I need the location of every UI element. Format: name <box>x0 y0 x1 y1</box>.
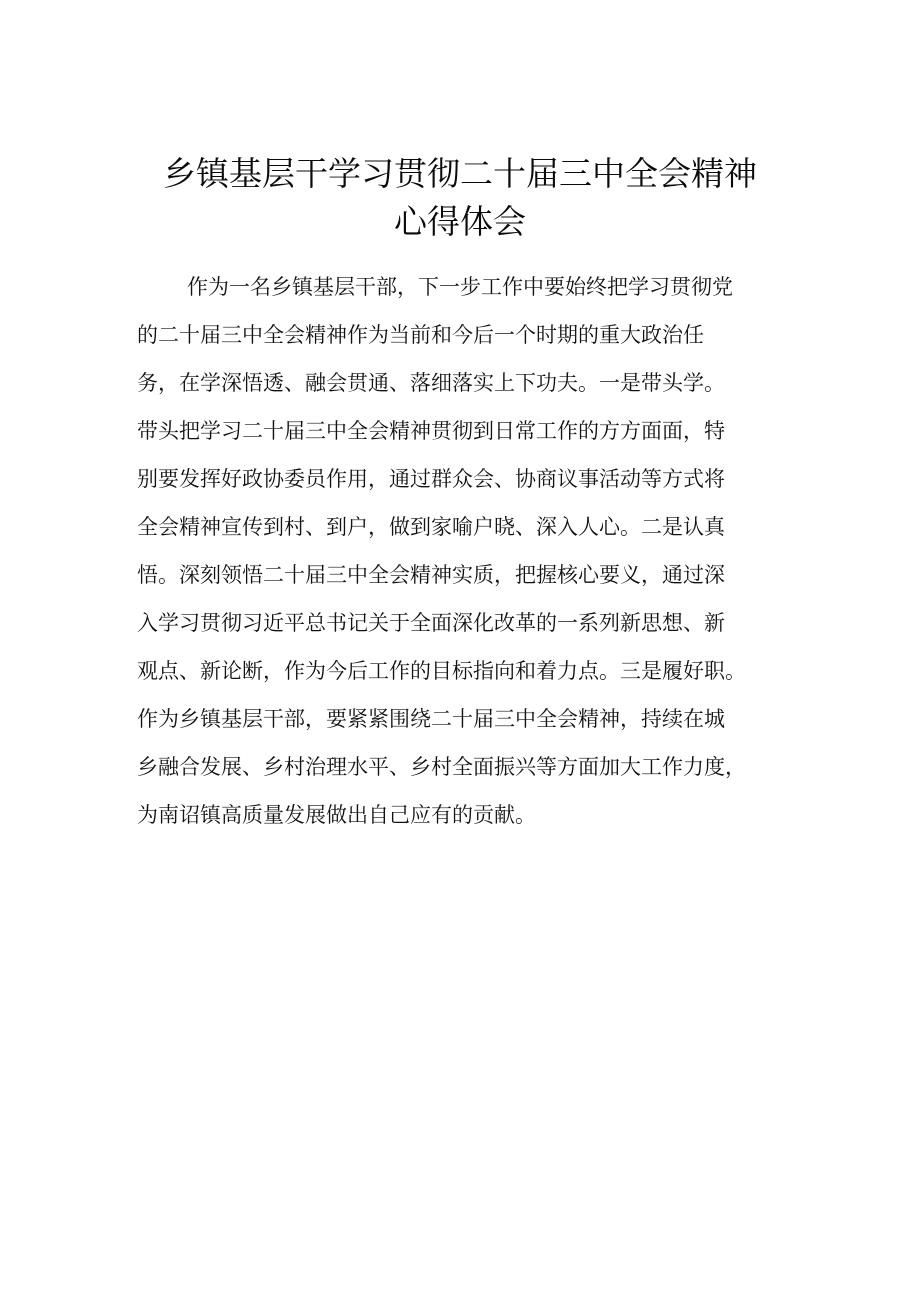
paragraph-line: 全会精神宣传到村、到户，做到家喻户晓、深入人心。二是认真 <box>137 515 725 539</box>
paragraph-line: 观点、新论断，作为今后工作的目标指向和着力点。三是履好职。 <box>137 659 746 683</box>
paragraph-line: 入学习贯彻习近平总书记关于全面深化改革的一系列新思想、新 <box>137 611 725 635</box>
paragraph-line: 别要发挥好政协委员作用，通过群众会、协商议事活动等方式将 <box>137 467 725 491</box>
paragraph-line: 作为乡镇基层干部，要紧紧围绕二十届三中全会精神，持续在城 <box>137 707 725 731</box>
paragraph-line: 带头把学习二十届三中全会精神贯彻到日常工作的方方面面，特 <box>137 419 725 443</box>
paragraph-line: 为南诏镇高质量发展做出自己应有的贡献。 <box>137 803 536 827</box>
paragraph-line: 的二十届三中全会精神作为当前和今后一个时期的重大政治任 <box>137 323 704 347</box>
document-title-line-2: 心得体会 <box>394 202 526 241</box>
paragraph-line: 悟。深刻领悟二十届三中全会精神实质，把握核心要义，通过深 <box>137 563 725 587</box>
paragraph-line: 作为一名乡镇基层干部，下一步工作中要始终把学习贯彻党 <box>187 275 733 299</box>
paragraph-line: 务，在学深悟透、融会贯通、落细落实上下功夫。一是带头学。 <box>137 371 725 395</box>
document-title-line-1: 乡镇基层干学习贯彻二十届三中全会精神 <box>163 154 757 193</box>
paragraph-line: 乡融合发展、乡村治理水平、乡村全面振兴等方面加大工作力度， <box>137 755 746 779</box>
